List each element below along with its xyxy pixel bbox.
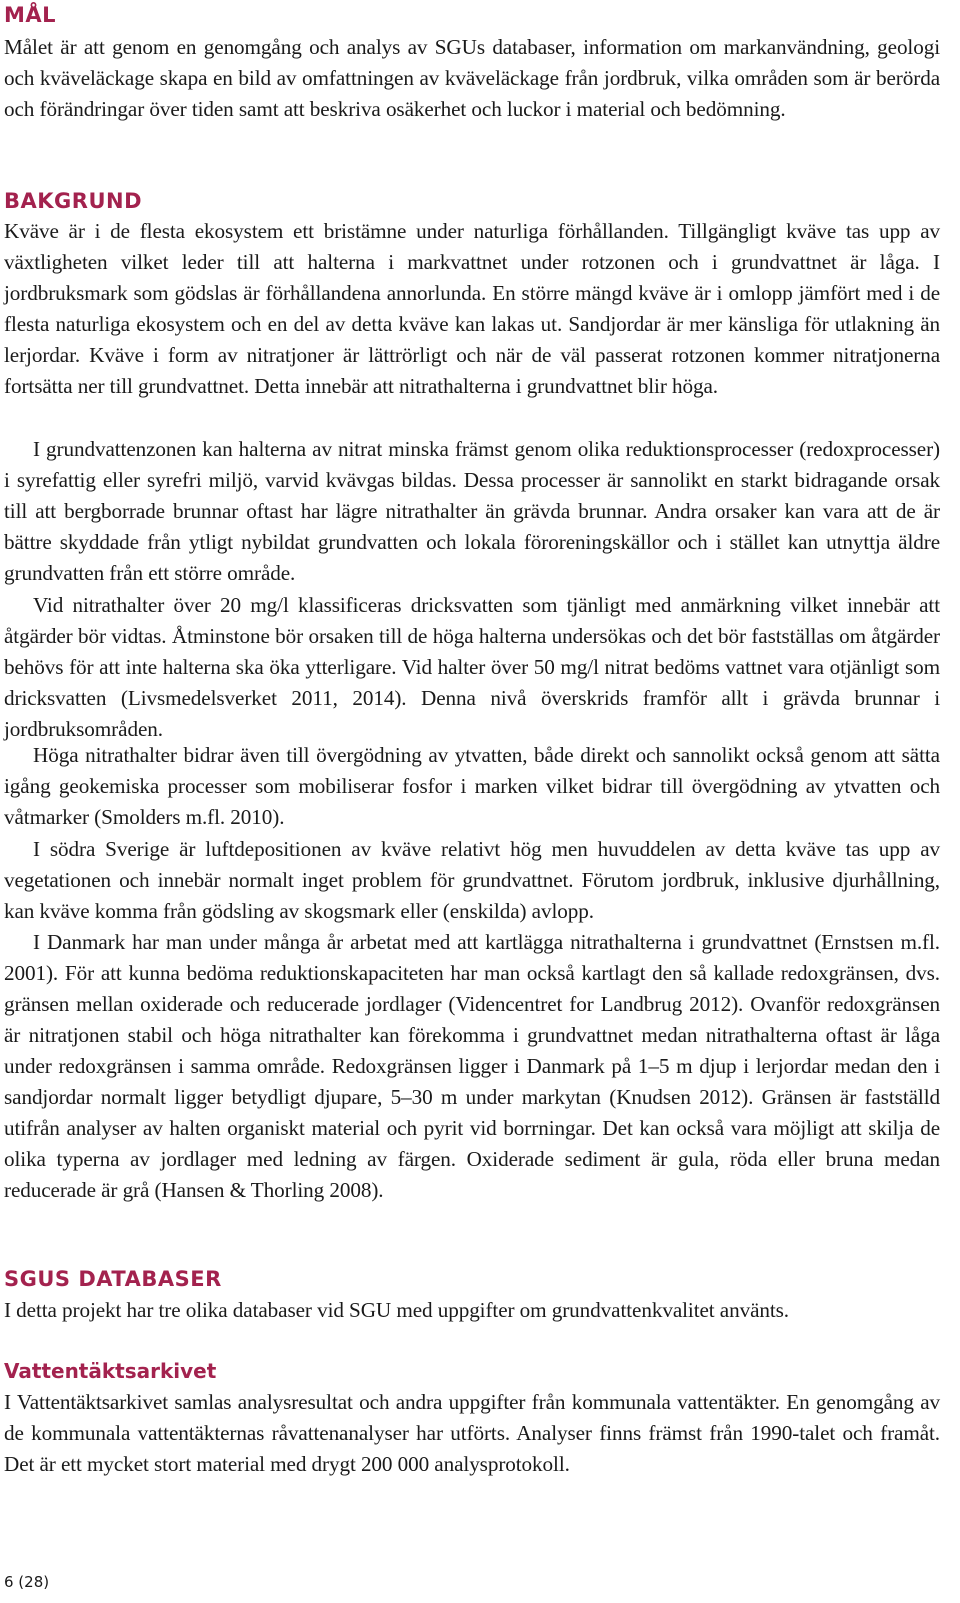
section-heading-bakgrund: BAKGRUND (4, 189, 142, 213)
paragraph-mal: Målet är att genom en genomgång och analys av SGUs databaser, information om markanvändning, geologi och kväveläckage skapa en bild av omfattningen av kväveläckage från jordbruk, vilka områden som är berörda och förändringar över tiden samt att beskriva osäkerhet och luckor i material och bedömning. (4, 35, 940, 121)
paragraph-vattentaktsarkivet: I Vattentäktsarkivet samlas analysresultat och andra uppgifter från kommunala vattentäkter. En genomgång av de kommunala vattentäkternas råvattenanalyser har utförts. Analyser finns främst från 1990-talet och framåt. Det är ett mycket stort material med drygt 200 000 analysprotokoll. (4, 1390, 940, 1476)
paragraph-bakgrund-6: I Danmark har man under många år arbetat med att kartlägga nitrathalterna i grundvattnet (Ernstsen m.fl. 2001). För att kunna bedöma reduktionskapaciteten har man också kartlagt den så kallade redoxgränsen, dvs. gränsen mellan oxiderade och reducerade jordlager (Videncentret for Landbrug 2012). Ovanför redoxgränsen är nitratjonen stabil och höga nitrathalter kan förekomma i grundvattnet medan nitrathalterna oftast är låga under redoxgränsen i samma område. Redoxgränsen ligger i Danmark på 1–5 m djup i lerjordar medan den i sandjordar normalt ligger betydligt djupare, 5–30 m under markytan (Knudsen 2012). Gränsen är fastställd utifrån analyser av halten organiskt material och pyrit vid borrningar. Det kan också vara möjligt att skilja de olika typerna av jordlager med ledning av färgen. Oxiderade sediment är gula, röda eller bruna medan reducerade är grå (Hansen & Thorling 2008). (4, 930, 940, 1202)
paragraph-bakgrund-5: I södra Sverige är luftdepositionen av kväve relativt hög men huvuddelen av detta kväve tas upp av vegetationen och innebär normalt inget problem för grundvattnet. Förutom jordbruk, inklusive djurhållning, kan kväve komma från gödsling av skogsmark eller (enskilda) avlopp. (4, 837, 940, 923)
section-heading-mal: MÅL (4, 3, 57, 27)
page-number: 6 (28) (4, 1573, 50, 1591)
paragraph-bakgrund-2: I grundvattenzonen kan halterna av nitrat minska främst genom olika reduktionsprocesser (redoxprocesser) i syrefattig eller syrefri miljö, varvid kvävgas bildas. Dessa processer är sannolikt en starkt bidragande orsak till att bergborrade brunnar oftast har lägre nitrathalter än grävda brunnar. Andra orsaker kan vara att de är bättre skyddade från ytligt nybildat grundvatten och lokala föroreningskällor och i stället kan utnyttja äldre grundvatten från ett större område. (4, 437, 940, 585)
section-heading-sgus-databaser: SGUS DATABASER (4, 1267, 222, 1291)
paragraph-bakgrund-4: Höga nitrathalter bidrar även till övergödning av ytvatten, både direkt och sannolikt också genom att sätta igång geokemiska processer som mobiliserar fosfor i marken vilket bidrar till övergödning av ytvatten och våtmarker (Smolders m.fl. 2010). (4, 743, 940, 829)
paragraph-sgus-databaser: I detta projekt har tre olika databaser vid SGU med uppgifter om grundvattenkvalitet använts. (4, 1298, 789, 1322)
paragraph-bakgrund-3: Vid nitrathalter över 20 mg/l klassificeras dricksvatten som tjänligt med anmärkning vilket innebär att åtgärder bör vidtas. Åtminstone bör orsaken till de höga halterna undersökas och det bör fastställas om åtgärder behövs för att inte halterna ska öka ytterligare. Vid halter över 50 mg/l nitrat bedöms vattnet vara otjänligt som dricksvatten (Livsmedelsverket 2011, 2014). Denna nivå överskrids framför allt i grävda brunnar i jordbruksområden. (4, 593, 940, 741)
paragraph-bakgrund-1: Kväve är i de flesta ekosystem ett bristämne under naturliga förhållanden. Tillgängligt kväve tas upp av växtligheten vilket leder till att halterna i markvattnet under rotzonen och i grundvattnet är låga. I jordbruksmark som gödslas är förhållandena annorlunda. En större mängd kväve är i omlopp jämfört med i de flesta naturliga ekosystem och en del av detta kväve kan lakas ut. Sandjordar är mer känsliga för utlakning än lerjordar. Kväve i form av nitratjoner är lättrörligt och när de väl passerat rotzonen kommer nitratjonerna fortsätta ner till grundvattnet. Detta innebär att nitrathalterna i grundvattnet blir höga. (4, 219, 940, 398)
subsection-heading-vattentaktsarkivet: Vattentäktsarkivet (4, 1359, 217, 1383)
